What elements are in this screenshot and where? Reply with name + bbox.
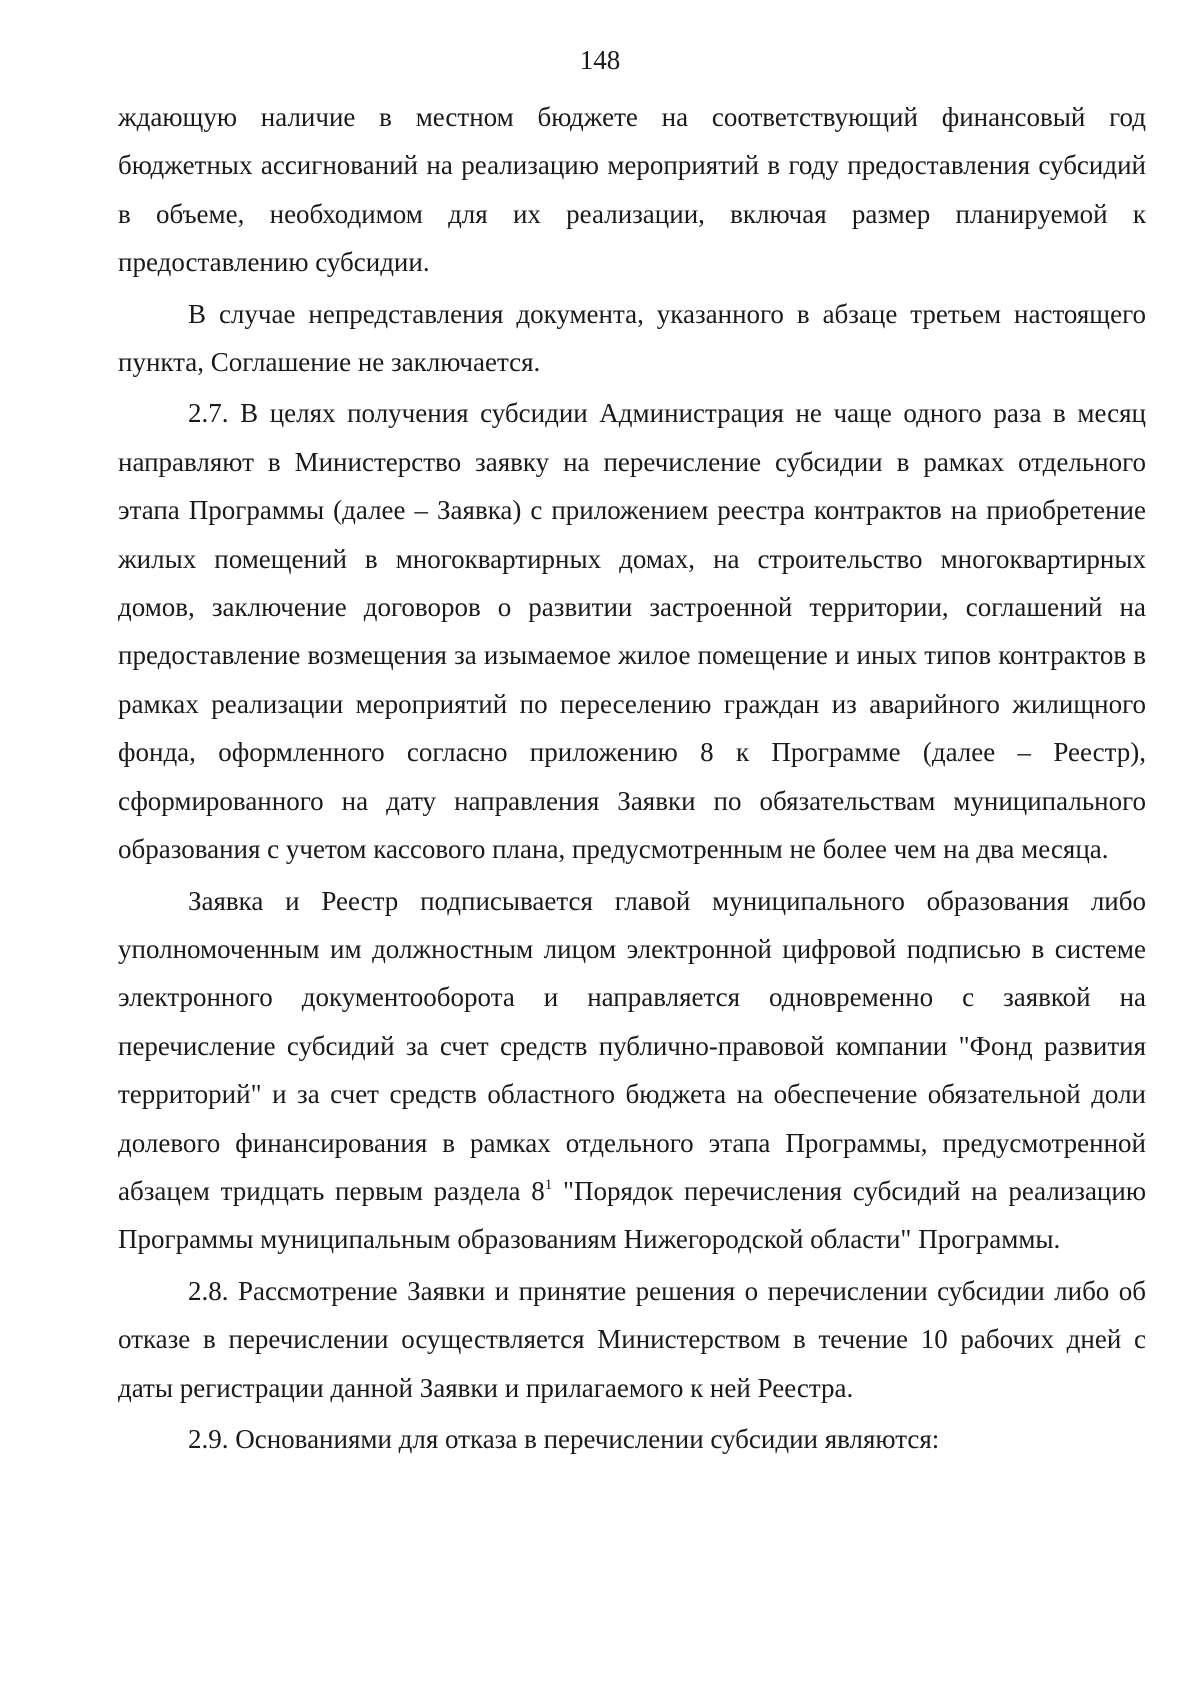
paragraph-2-8: 2.8. Рассмотрение Заявки и принятие решения о перечислении субсидии либо об отказе в перечислении осуществляется Министерством в течение 10 рабочих дней с даты регистрации данной Заявки и прилагаемого к ней Реестра.: [118, 1275, 1146, 1403]
paragraph-2-7: 2.7. В целях получения субсидии Администрация не чаще одного раза в месяц направляют в Министерство заявку на перечисление субсидии в рамках отдельного этапа Программы (далее – Заявка) с приложением реестра контрактов на приобретение жилых помещений в многоквартирных домах, на строительство многоквартирных домов, заключение договоров о развитии застроенной территории, соглашений на предоставление возмещения за изымаемое жилое помещение и иных типов контрактов в рамках реализации мероприятий по переселению граждан из аварийного жилищного фонда, оформленного согласно приложению 8 к Программе (далее – Реестр), сформированного на дату направления Заявки по обязательствам муниципального образования с учетом кассового плана, предусмотренным не более чем на два месяца.: [118, 398, 1146, 865]
paragraph-continuation: ждающую наличие в местном бюджете на соответствующий финансовый год бюджетных ассигнований на реализацию мероприятий в году предоставления субсидий в объеме, необходимом для их реализации, включая размер планируемой к предоставлению субсидии.: [118, 102, 1146, 278]
paragraph-no-agreement: В случае непредставления документа, указанного в абзаце третьем настоящего пункта, Соглашение не заключается.: [118, 298, 1146, 378]
paragraph-application-signing: [118, 877, 1146, 1264]
paragraph-2-9: 2.9. Основаниями для отказа в перечислении субсидии являются:: [188, 1423, 940, 1454]
paragraph-application-signing-text-before: Заявка и Реестр подписывается главой муниципального образования либо уполномоченным им должностным лицом электронной цифровой подписью в системе электронного документооборота и направляется одновременно с заявкой на перечисление субсидий за счет средств публично-правовой компании "Фонд развития территорий" и за счет средств областного бюджета на обеспечение обязательной доли долевого финансирования в рамках отдельного этапа Программы, предусмотренной абзацем тридцать первым раздела 8: [118, 885, 1146, 1206]
section-superscript: 1: [544, 1176, 553, 1193]
page-number: 148: [579, 45, 621, 75]
document-body: [118, 93, 1146, 1466]
paragraph-application-signing-text-after: "Порядок перечисления субсидий на реализацию Программы муниципальным образованиям Нижегородской области" Программы.: [118, 1175, 1147, 1255]
